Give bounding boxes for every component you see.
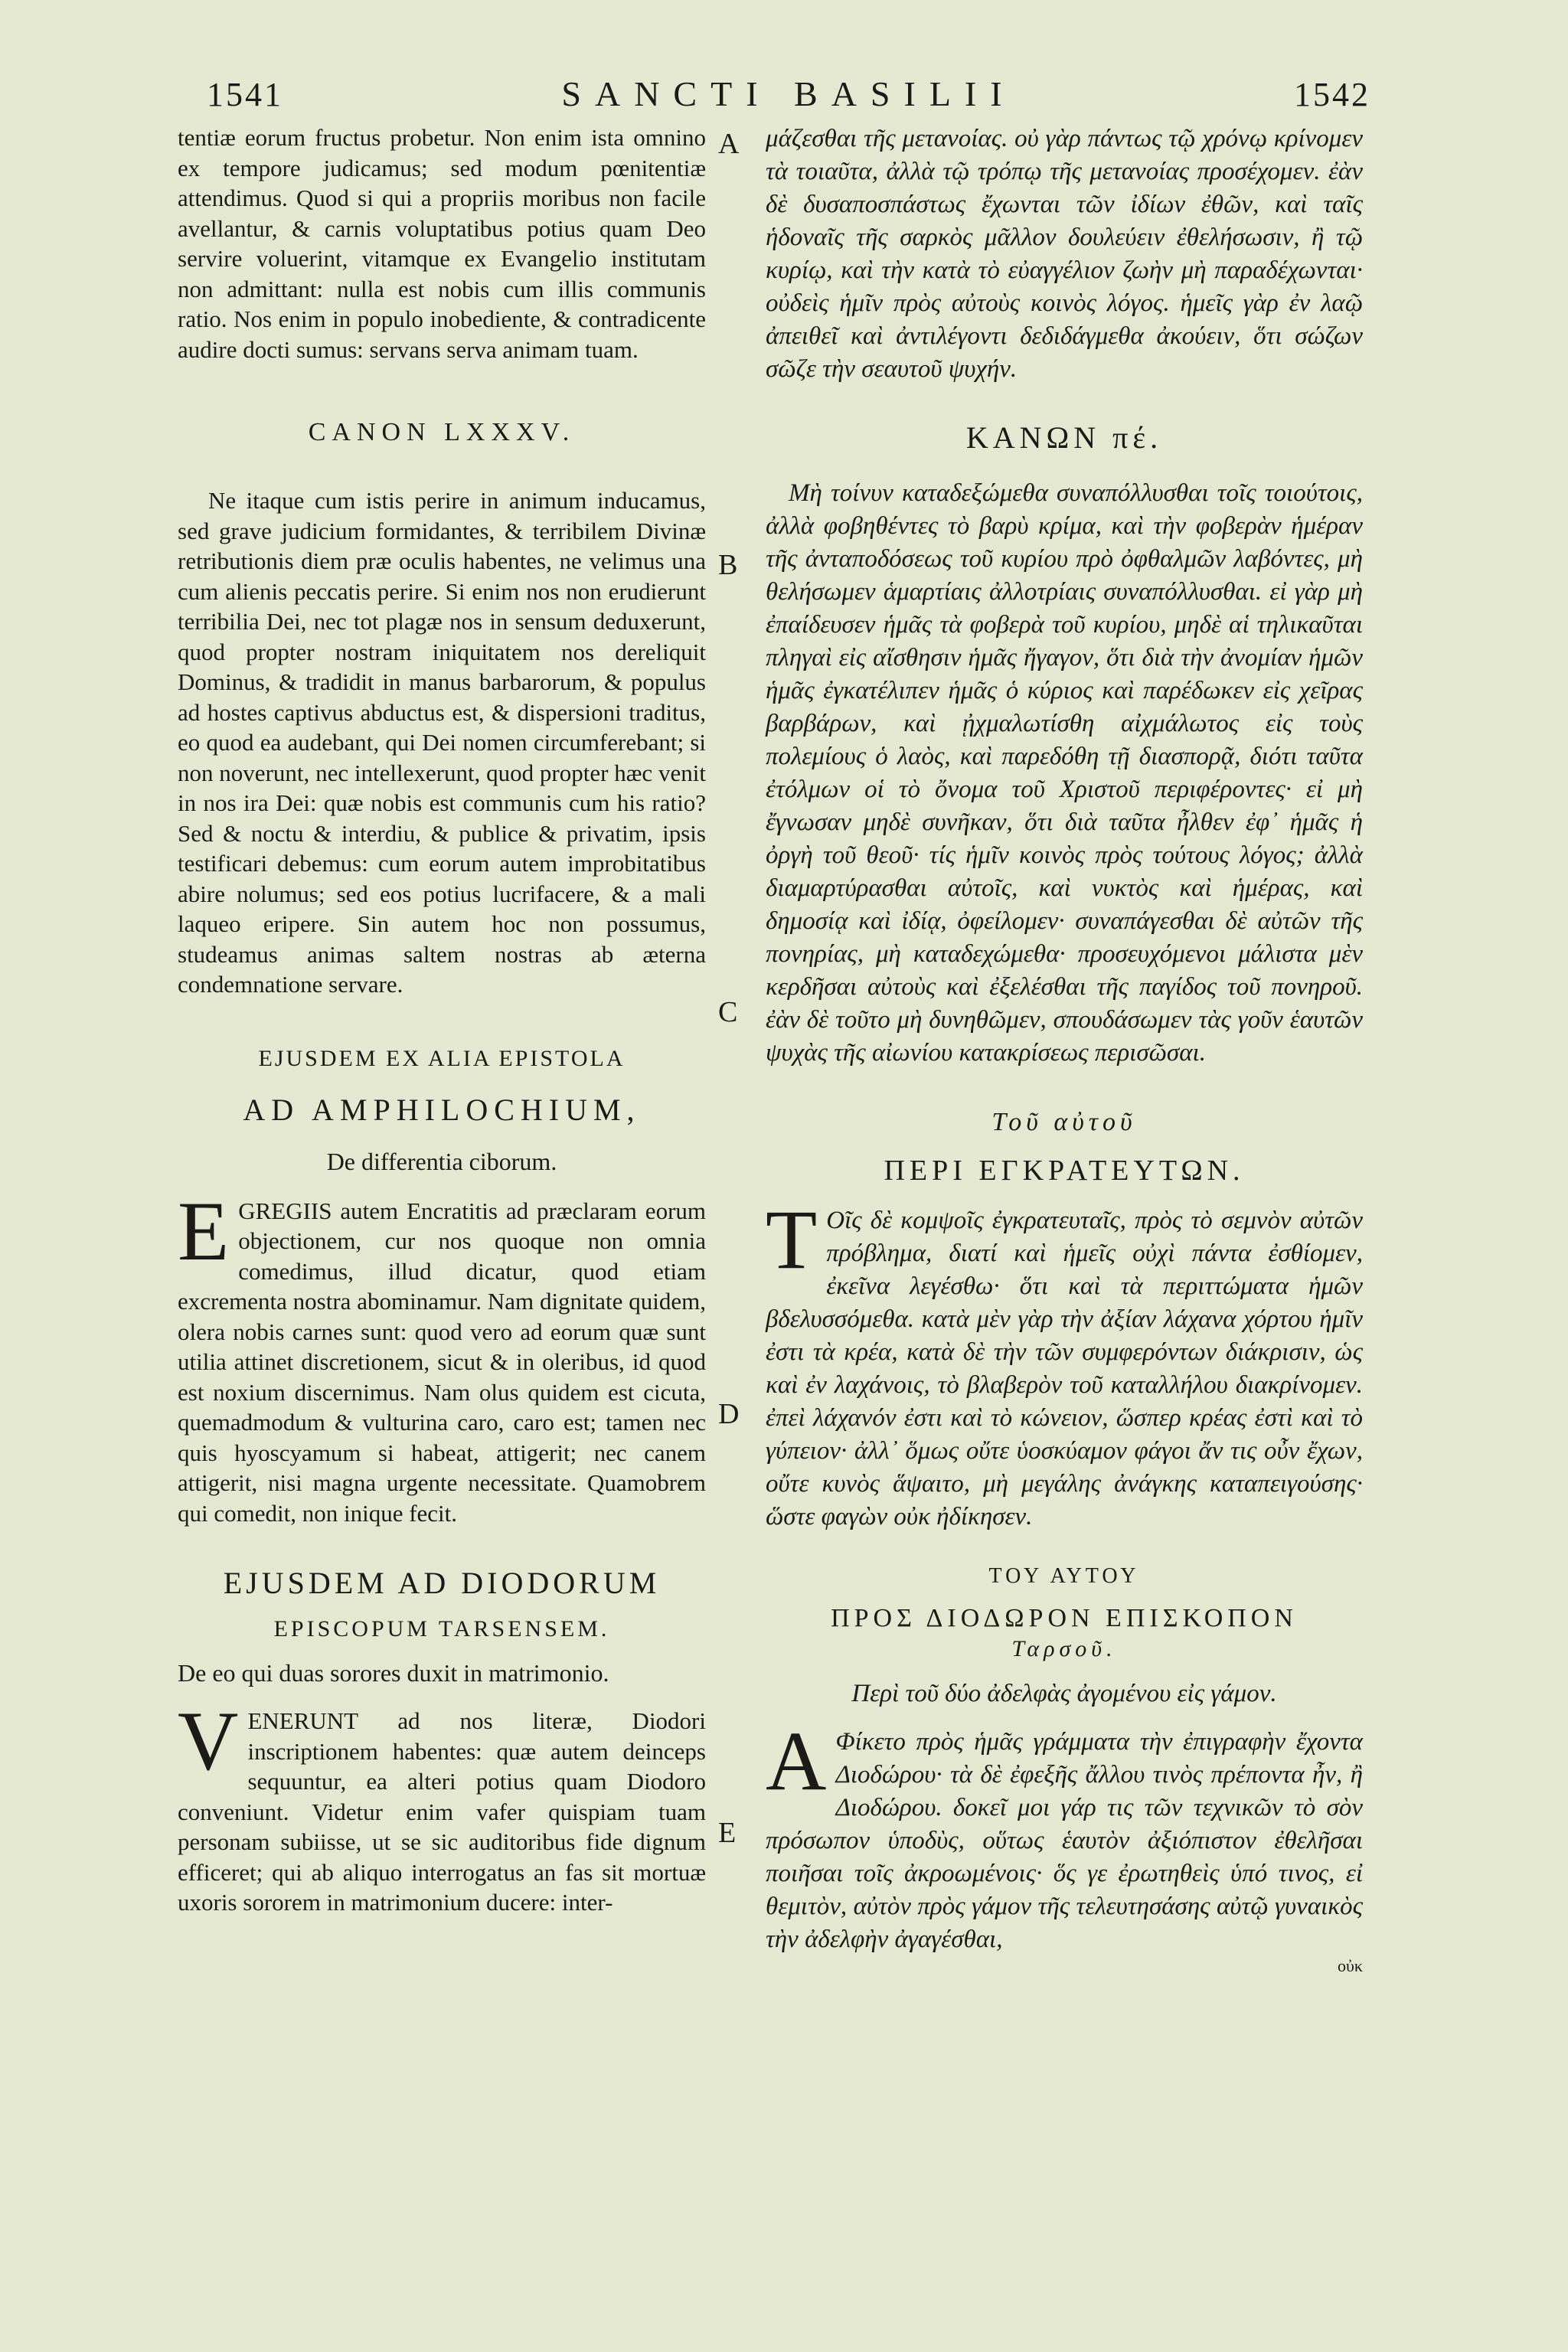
catchword-row — [766, 1956, 1363, 1979]
latin-paragraph-3-text: GREGIIS autem Encratitis ad præclaram eorum objectionem, cur nos quoque non omnia comedimus, illud dicatur, quod etiam excrementa nostra abominamur. Nam dignitate quidem, olera nobis carnes sunt: quod vero ad eorum quæ sunt utilia attinet discretionem, sicut & in oleribus, id quod est noxium discernimus. Nam olus quidem est cicuta, quemadmodum & vulturina caro, caro est; tamen nec quis hyoscyamum si habeat, attigerit; nec canem attigerit, nisi magna urgente necessitate. Quamobrem qui comedit, non inique fecit. — [178, 1197, 706, 1527]
latin-ad-amphilochium: AD AMPHILOCHIUM, — [243, 1092, 641, 1127]
greek-canon-title: ΚΑΝΩΝ πέ. — [965, 420, 1163, 455]
greek-peri-enkrateuton: ΠΕΡΙ ΕΓΚΡΑΤΕΥΤΩΝ. — [884, 1155, 1245, 1187]
greek-paragraph-2: Μὴ τοίνυν καταδεξώμεθα συναπόλλυσθαι τοῖς τοιούτοις, ἀλλὰ φοβηθέντες τὸ βαρὺ κρίμα, καὶ τὴν φοβερὰν ἡμέραν τῆς ἀνταποδόσεως τοῦ κυρίου πρὸ ὀφθαλμῶν λαβόντες, μὴ θελήσωμεν ἁμαρτίαις ἀλλοτρίαις συναπόλλυσθαι. εἰ γὰρ μὴ ἐπαίδευσεν ἡμᾶς τὰ φοβερὰ τοῦ κυρίου, μηδὲ αἱ τηλικαῦται πληγαὶ εἰς αἴσθησιν ἡμᾶς ἤγαγον, ὅτι διὰ τὴν ἀνομίαν ἡμῶν ἡμᾶς ἐγκατέλιπεν ἡμᾶς ὁ κύριος καὶ παρέδωκεν εἰς χεῖρας βαρβάρων, καὶ ᾐχμαλωτίσθη αἰχμάλωτος εἰς τοὺς πολεμίους ὁ λαὸς, καὶ παρεδόθη τῇ διασπορᾷ, διότι ταῦτα ἐτόλμων οἱ τὸ ὄνομα τοῦ Χριστοῦ περιφέροντες· εἰ μὴ ἔγνωσαν μηδὲ συνῆκαν, ὅτι διὰ ταῦτα ἦλθεν ἐφ᾽ ἡμᾶς ἡ ὀργὴ τοῦ θεοῦ· τίς ἡμῖν κοινὸς πρὸς τούτους λόγος; ἀλλὰ διαμαρτύρασθαι αὐτοῖς, καὶ νυκτὸς καὶ ἡμέρας, καὶ δημοσίᾳ καὶ ἰδίᾳ, ὀφείλομεν· συναπάγεσθαι δὲ αὐτῶν τῆς πονηρίας, μὴ καταδεχώμεθα· προσευχόμενοι μάλιστα μὲν κερδῆσαι αὐτοὺς καὶ ἐξελέσθαι τῆς παγίδος τοῦ πονηροῦ. ἐὰν δὲ τοῦτο μὴ δυνηθῶμεν, σπουδάσωμεν τὰς γοῦν ἑαυτῶν ψυχὰς τῆς αἰωνίου κατακρίσεως περισῶσαι. — [766, 479, 1363, 1067]
latin-canon-title: CANON LXXXV. — [308, 418, 576, 446]
latin-de-eo: De eo qui duas sorores duxit in matrimonio. — [178, 1659, 609, 1687]
latin-ejusdem-diodorum: EJUSDEM AD DIODORUM — [223, 1566, 661, 1600]
greek-pros-diodoron: ΠΡΟΣ ΔΙΟΔΩΡΟΝ ΕΠΙΣΚΟΠΟΝ — [831, 1604, 1298, 1632]
page-header — [207, 70, 1370, 124]
latin-de-differentia: De differentia ciborum. — [326, 1147, 557, 1175]
catchword: οὐκ — [1338, 1956, 1363, 1975]
latin-drop-cap-v: V — [178, 1694, 239, 1788]
greek-paragraph-4 — [766, 1714, 1363, 1956]
margin-letter-d: D — [718, 1398, 740, 1430]
margin-letter-b: B — [718, 549, 738, 581]
latin-column — [178, 122, 706, 1918]
latin-paragraph-4-text: ENERUNT ad nos literæ, Diodori inscriptionem habentes: quæ autem deinceps sequuntur, ea alteri potius quam Diodoro conveniunt. Videtur enim vafer quispiam tuam personam subiisse, ut se sic auditoribus fide dignum efficeret; qui ab aliquo interrogatus an fas sit mortuæ uxoris sororem in matrimonium ducere: inter- — [178, 1707, 706, 1916]
latin-paragraph-3 — [178, 1184, 706, 1529]
running-title: SANCTI BASILII — [561, 74, 1016, 113]
greek-drop-cap-alpha: Α — [766, 1714, 827, 1808]
latin-paragraph-1: tentiæ eorum fructus probetur. Non enim ista omnino ex tempore judicamus; sed modum pœnitentiæ attendimus. Quod si qui a propriis moribus non facile avellantur, & carnis voluptatibus potius quam Deo servire voluerint, vitamque ex Evangelio institutam non admittant: nulla est nobis cum illis communis ratio. Nos enim in populo inobediente, & contradicente audire docti sumus: servans serva animam tuam. — [178, 124, 706, 363]
margin-letters — [718, 0, 756, 2352]
greek-tou-autou-2: ΤΟΥ ΑΥΤΟΥ — [988, 1564, 1140, 1588]
greek-tou-autou: Τοῦ αὐτοῦ — [991, 1108, 1137, 1136]
greek-peri-duo: Περὶ τοῦ δύο ἀδελφὰς ἀγομένου εἰς γάμον. — [851, 1680, 1277, 1707]
greek-tarsou: Ταρσοῦ. — [1011, 1636, 1117, 1661]
greek-drop-cap-tau: Τ — [766, 1193, 818, 1286]
greek-paragraph-1: μάζεσθαι τῆς μετανοίας. οὐ γὰρ πάντως τῷ χρόνῳ κρίνομεν τὰ τοιαῦτα, ἀλλὰ τῷ τρόπῳ τῆς μετανοίας προσέχομεν. ἐὰν δὲ δυσαποσπάστως ἔχωνται τῶν ἰδίων ἐθῶν, καὶ ταῖς ἡδοναῖς τῆς σαρκὸς μᾶλλον δουλεύειν ἐθελήσωσιν, ἢ τῷ κυρίῳ, καὶ τὴν κατὰ τὸ εὐαγγέλιον ζωὴν μὴ παραδέχωνται· οὐδεὶς ἡμῖν πρὸς αὐτοὺς κοινὸς λόγος. ἡμεῖς γὰρ ἐν λαῷ ἀπειθεῖ καὶ ἀντιλέγοντι δεδιδάγμεθα ἀκούειν, ὅτι σώζων σῶζε τὴν σεαυτοῦ ψυχήν. — [766, 125, 1363, 383]
page-number-right: 1542 — [1294, 76, 1370, 113]
page-number-left: 1541 — [207, 76, 283, 113]
greek-paragraph-3 — [766, 1193, 1363, 1534]
margin-letter-e: E — [718, 1817, 737, 1849]
latin-ejusdem-heading: EJUSDEM EX ALIA EPISTOLA — [258, 1045, 626, 1071]
greek-paragraph-4-text: Φίκετο πρὸς ἡμᾶς γράμματα τὴν ἐπιγραφὴν ἔχοντα Διοδώρου· τὰ δὲ ἐφεξῆς ἄλλου τινὸς πρέποντα ἦν, ἢ Διοδώρου. δοκεῖ μοι γάρ τις τῶν τεχνικῶν τὸ σὸν πρόσωπον ὑποδὺς, οὕτως ἑαυτὸν ἀξιόπιστον ἐθελῆσαι ποιῆσαι τοῖς ἀκροωμένοις· ὅς γε ἐρωτηθεὶς ὑπό τινος, εἰ θεμιτὸν, αὐτὸν πρὸς γάμον τῆς τελευτησάσης αὐτῷ γυναικὸς τὴν ἀδελφὴν ἀγαγέσθαι, — [766, 1728, 1363, 1953]
latin-paragraph-4 — [178, 1694, 706, 1918]
greek-paragraph-3-text: Οῖς δὲ κομψοῖς ἐγκρατευταῖς, πρὸς τὸ σεμνὸν αὐτῶν πρόβλημα, διατί καὶ ἡμεῖς οὐχὶ πάντα ἐσθίομεν, ἐκεῖνα λεγέσθω· ὅτι καὶ τὰ περιττώματα ἡμῶν βδελυσσόμεθα. κατὰ μὲν γὰρ τὴν ἀξίαν λάχανα χόρτου ἡμῖν ἐστι τὰ κρέα, κατὰ δὲ τὴν τῶν συμφερόντων διάκρισιν, ὡς καὶ ἐν λαχάνοις, τὸ βλαβερὸν τοῦ καταλλήλου διακρίνομεν. ἐπεὶ λάχανόν ἐστι καὶ τὸ κώνειον, ὥσπερ κρέας ἐστὶ καὶ τὸ γύπειον· ἀλλ᾽ ὅμως οὔτε ὑοσκύαμον φάγοι ἄν τις οὖν ἔχων, οὔτε κυνὸς ἅψαιτο, μὴ μεγάλης ἀνάγκης καταπειγούσης· ὥστε φαγὼν οὐκ ἠδίκησεν. — [766, 1207, 1363, 1530]
latin-drop-cap-e: E — [178, 1184, 230, 1278]
latin-episcopum-tarsensem: EPISCOPUM TARSENSEM. — [273, 1616, 610, 1642]
margin-letter-a: A — [718, 128, 740, 160]
latin-paragraph-2: Ne itaque cum istis perire in animum inducamus, sed grave judicium formidantes, & terribilem Divinæ retributionis diem præ oculis habentes, ne velimus una cum alienis peccatis perire. Si enim nos non erudierunt terribilia Dei, nec tot plagæ nos in sensum deduxerunt, quod propter nostram iniquitatem nos dereliquit Dominus, & tradidit in manus barbarorum, & populus ad hostes captivus abductus est, & dispersioni traditus, eo quod ea audebant, qui Dei nomen circumferebant; si non noverunt, nec intellexerunt, quod propter hæc venit in nos ira Dei: quæ nobis est communis cum his ratio? Sed & noctu & interdiu, & publice & privatim, ipsis testificari debemus: cum eorum autem improbitatibus abire nolumus; sed eos potius lucrifacere, & a mali laqueo eripere. Sin autem hoc non possumus, studeamus animas saltem nostras ab æterna condemnatione servare. — [178, 487, 706, 998]
margin-letter-c: C — [718, 996, 738, 1028]
greek-column — [766, 122, 1363, 1979]
